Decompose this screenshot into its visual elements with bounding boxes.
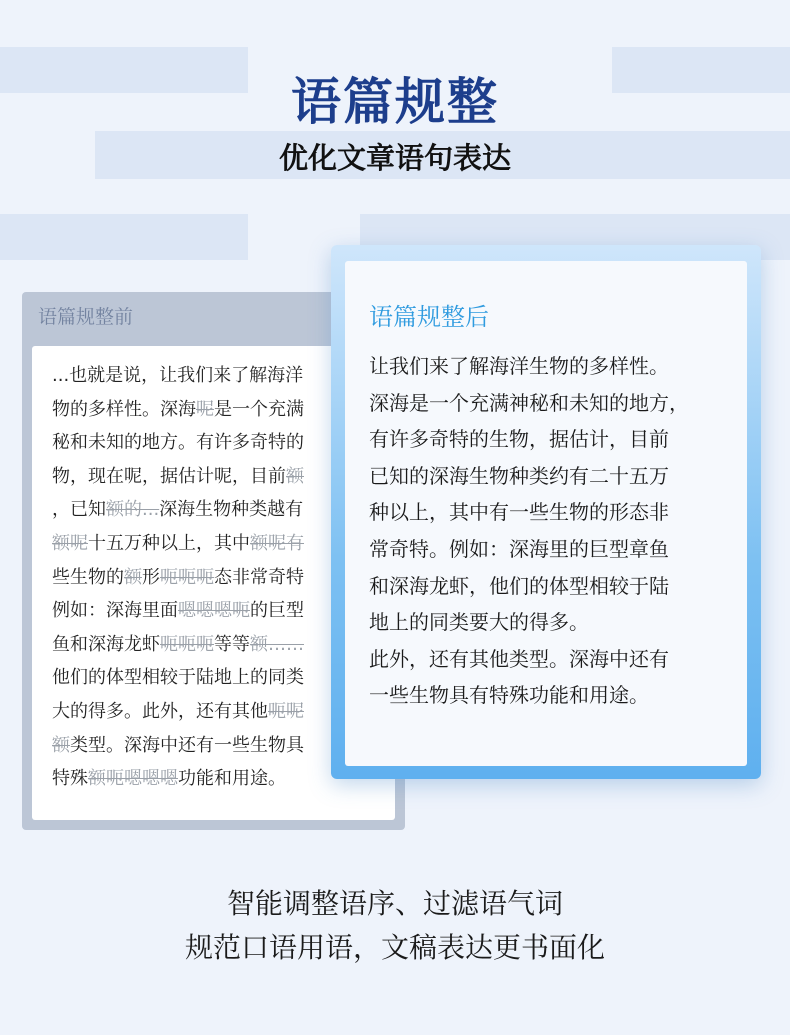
original-text: 例如：深海里面 <box>52 600 178 622</box>
original-text: 十五万种以上，其中 <box>88 533 250 554</box>
page-subtitle: 优化文章语句表达 <box>278 141 511 175</box>
feature-line-2: 规范口语用语，文稿表达更书面化 <box>184 931 605 964</box>
after-text-line: 一些生物具有特殊功能和用途。 <box>369 683 649 708</box>
before-text-line <box>52 599 304 623</box>
original-text: 他们的体型相较于陆地上的同类 <box>52 667 304 689</box>
after-text-line: 已知的深海生物种类约有二十五万 <box>369 463 669 488</box>
original-text: 些生物的 <box>52 566 124 588</box>
removed-filler-text: 额 <box>124 566 142 588</box>
original-text: 物的多样性。深海 <box>52 398 196 420</box>
before-text-line <box>52 398 304 422</box>
original-text: 类型。深海中还有一些生物具 <box>70 734 304 756</box>
before-text-line <box>52 498 303 522</box>
after-text-line: 此外，还有其他类型。深海中还有 <box>369 646 669 671</box>
before-text-line <box>52 700 304 724</box>
original-text: 态非常奇特 <box>214 566 304 588</box>
original-text: 功能和用途。 <box>178 768 286 790</box>
after-text-line: 和深海龙虾，他们的体型相较于陆 <box>369 573 669 598</box>
original-text: 物，现在呢，据估计呢，目前 <box>52 465 286 487</box>
after-text-line: 常奇特。例如：深海里的巨型章鱼 <box>369 537 669 561</box>
removed-filler-text: 呢 <box>196 398 214 420</box>
after-text-line: 种以上，其中有一些生物的形态非 <box>369 500 669 525</box>
before-text-line <box>52 566 304 590</box>
original-text: 深海生物种类越有 <box>159 499 304 521</box>
before-text-line <box>52 532 304 556</box>
removed-filler-text: 额…… <box>250 633 304 655</box>
before-text-line <box>52 465 304 489</box>
before-text-line <box>52 364 303 388</box>
original-text: ...也就是说，让我们来了解海洋 <box>52 365 304 386</box>
removed-filler-text: 额呃嗯嗯嗯 <box>88 768 178 790</box>
after-text-panel <box>345 261 747 766</box>
original-text: 形 <box>142 566 160 588</box>
original-text: 的巨型 <box>250 600 304 622</box>
bg-band <box>0 214 248 260</box>
original-text: ，已知 <box>52 499 106 521</box>
original-text: 大的得多。此外，还有其他 <box>52 701 268 722</box>
original-text: 特殊 <box>52 768 88 790</box>
removed-filler-text: 呃呃呃 <box>160 633 214 655</box>
after-text-line: 让我们来了解海洋生物的多样性。 <box>369 354 669 378</box>
removed-filler-text: 额呢 <box>52 533 88 554</box>
before-text-line <box>52 767 286 791</box>
before-text-line <box>52 633 304 657</box>
after-text-line: 深海是一个充满神秘和未知的地方， <box>369 390 689 415</box>
after-card-title: 语篇规整后 <box>369 303 489 331</box>
page-title: 语篇规整 <box>291 73 499 131</box>
original-text: 鱼和深海龙虾 <box>52 633 160 655</box>
before-text-line <box>52 431 304 455</box>
removed-filler-text: 呃呃呃 <box>160 566 214 588</box>
removed-filler-text: 额的... <box>106 499 160 521</box>
removed-filler-text: 嗯嗯嗯呃 <box>178 600 250 622</box>
after-text-line: 地上的同类要大的得多。 <box>369 610 589 635</box>
before-text-line <box>52 666 304 690</box>
removed-filler-text: 额 <box>286 465 304 487</box>
removed-filler-text: 额呢有 <box>250 533 304 554</box>
feature-line-1: 智能调整语序、过滤语气词 <box>226 887 563 920</box>
after-text-line: 有许多奇特的生物，据估计，目前 <box>369 427 669 452</box>
before-text-line <box>52 734 304 758</box>
before-card-title: 语篇规整前 <box>38 306 134 328</box>
original-text: 等等 <box>214 633 250 655</box>
removed-filler-text: 呃呢 <box>268 701 304 722</box>
after-card <box>331 245 761 779</box>
original-text: 秘和未知的地方。有许多奇特的 <box>52 432 304 454</box>
original-text: 是一个充满 <box>214 398 304 420</box>
removed-filler-text: 额 <box>52 734 70 756</box>
